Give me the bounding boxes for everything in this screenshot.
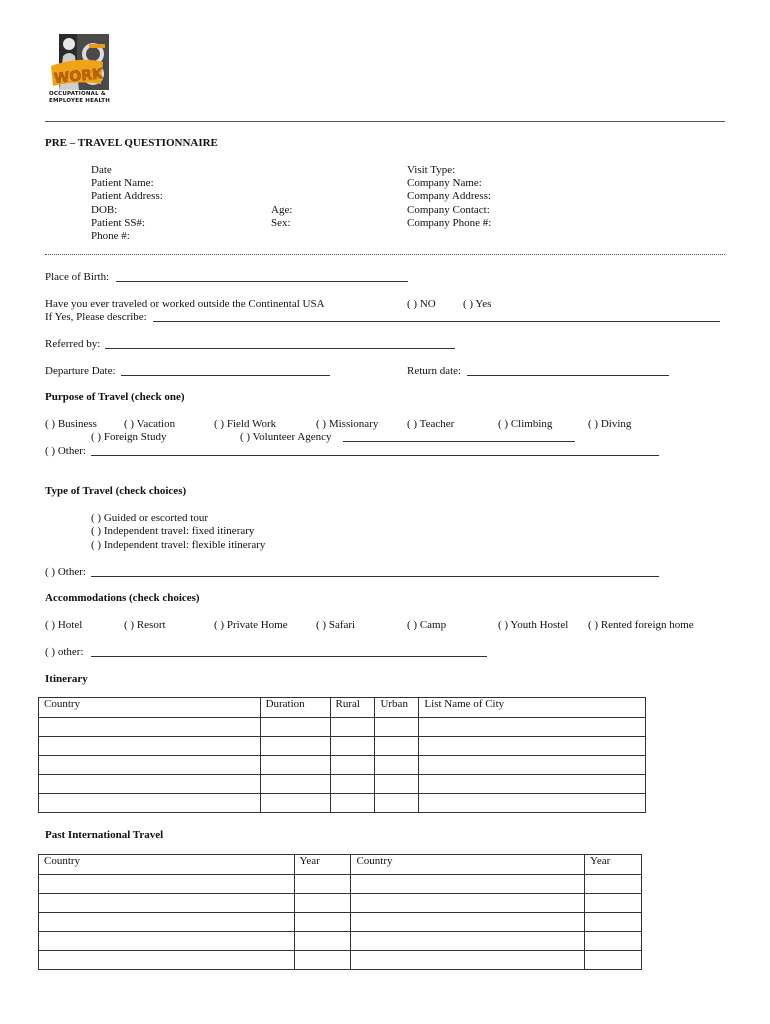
table-row[interactable]	[39, 737, 646, 756]
purpose-business-checkbox[interactable]: ( ) Business	[45, 418, 97, 430]
return-date-label: Return date:	[407, 365, 462, 377]
table-row[interactable]	[39, 775, 646, 794]
table-row[interactable]	[39, 951, 642, 970]
referred-by-field[interactable]	[105, 348, 455, 349]
itinerary-header-row	[39, 698, 646, 718]
purpose-foreign-study-checkbox[interactable]: ( ) Foreign Study	[91, 431, 167, 443]
past-col-country-1: Country	[39, 855, 295, 875]
table-row[interactable]	[39, 756, 646, 775]
type-heading: Type of Travel (check choices)	[45, 485, 187, 497]
visit-type-label: Visit Type:	[407, 164, 456, 176]
past-col-country-2: Country	[351, 855, 585, 875]
type-flexible-checkbox[interactable]: ( ) Independent travel: flexible itinerary	[91, 539, 266, 551]
past-travel-table	[38, 854, 642, 970]
type-guided-checkbox[interactable]: ( ) Guided or escorted tour	[91, 512, 208, 524]
acc-resort-checkbox[interactable]: ( ) Resort	[124, 619, 166, 631]
company-contact-label: Company Contact:	[407, 204, 490, 216]
logo-line-1: OCCUPATIONAL &	[49, 91, 106, 97]
sex-label: Sex:	[271, 217, 291, 229]
info-divider	[45, 254, 725, 255]
table-row[interactable]	[39, 913, 642, 932]
purpose-vacation-checkbox[interactable]: ( ) Vacation	[124, 418, 176, 430]
phone-label: Phone #:	[91, 230, 130, 242]
referred-by-label: Referred by:	[45, 338, 101, 350]
traveled-question: Have you ever traveled or worked outside the Continental USA	[45, 298, 325, 310]
past-travel-heading: Past International Travel	[45, 829, 164, 841]
patient-address-label: Patient Address:	[91, 190, 163, 202]
traveled-no-checkbox[interactable]: ( ) NO	[407, 298, 436, 310]
past-col-year-2: Year	[585, 855, 642, 875]
table-row[interactable]	[39, 718, 646, 737]
company-address-label: Company Address:	[407, 190, 492, 202]
purpose-other-field[interactable]	[91, 455, 659, 456]
patient-name-label: Patient Name:	[91, 177, 154, 189]
purpose-heading: Purpose of Travel (check one)	[45, 391, 185, 403]
company-name-label: Company Name:	[407, 177, 482, 189]
itinerary-heading: Itinerary	[45, 673, 88, 685]
past-header-row	[39, 855, 642, 875]
type-other-checkbox[interactable]: ( ) Other:	[45, 566, 86, 578]
logo-line-2: EMPLOYEE HEALTH	[49, 98, 111, 104]
header-divider	[45, 121, 725, 122]
itinerary-col-rural: Rural	[330, 698, 375, 718]
dob-label: DOB:	[91, 204, 118, 216]
purpose-climbing-checkbox[interactable]: ( ) Climbing	[498, 418, 553, 430]
logo-wordmark: WORK	[53, 66, 104, 88]
describe-field[interactable]	[153, 321, 720, 322]
purpose-missionary-checkbox[interactable]: ( ) Missionary	[316, 418, 379, 430]
acc-other-field[interactable]	[91, 656, 487, 657]
place-of-birth-label: Place of Birth:	[45, 271, 110, 283]
return-date-field[interactable]	[467, 375, 669, 376]
acc-youth-hostel-checkbox[interactable]: ( ) Youth Hostel	[498, 619, 569, 631]
date-label: Date	[91, 164, 112, 176]
table-row[interactable]	[39, 875, 642, 894]
describe-label: If Yes, Please describe:	[45, 311, 147, 323]
traveled-yes-checkbox[interactable]: ( ) Yes	[463, 298, 492, 310]
acc-other-checkbox[interactable]: ( ) other:	[45, 646, 84, 658]
table-row[interactable]	[39, 932, 642, 951]
itinerary-col-country: Country	[39, 698, 261, 718]
age-label: Age:	[271, 204, 293, 216]
departure-date-label: Departure Date:	[45, 365, 116, 377]
purpose-other-checkbox[interactable]: ( ) Other:	[45, 445, 86, 457]
past-col-year-1: Year	[294, 855, 351, 875]
purpose-teacher-checkbox[interactable]: ( ) Teacher	[407, 418, 455, 430]
itinerary-col-duration: Duration	[260, 698, 330, 718]
itinerary-table	[38, 697, 646, 813]
itinerary-col-urban: Urban	[375, 698, 419, 718]
itinerary-col-city: List Name of City	[419, 698, 646, 718]
accommodations-heading: Accommodations (check choices)	[45, 592, 200, 604]
acc-hotel-checkbox[interactable]: ( ) Hotel	[45, 619, 83, 631]
type-other-field[interactable]	[91, 576, 659, 577]
table-row[interactable]	[39, 894, 642, 913]
volunteer-agency-field[interactable]	[343, 441, 575, 442]
company-phone-label: Company Phone #:	[407, 217, 492, 229]
acc-camp-checkbox[interactable]: ( ) Camp	[407, 619, 447, 631]
place-of-birth-field[interactable]	[116, 281, 408, 282]
table-row[interactable]	[39, 794, 646, 813]
purpose-diving-checkbox[interactable]: ( ) Diving	[588, 418, 632, 430]
departure-date-field[interactable]	[121, 375, 330, 376]
type-fixed-checkbox[interactable]: ( ) Independent travel: fixed itinerary	[91, 525, 255, 537]
purpose-volunteer-checkbox[interactable]: ( ) Volunteer Agency	[240, 431, 332, 443]
acc-private-home-checkbox[interactable]: ( ) Private Home	[214, 619, 288, 631]
acc-safari-checkbox[interactable]: ( ) Safari	[316, 619, 356, 631]
acc-rented-checkbox[interactable]: ( ) Rented foreign home	[588, 619, 694, 631]
purpose-field-work-checkbox[interactable]: ( ) Field Work	[214, 418, 277, 430]
page-title: PRE – TRAVEL QUESTIONNAIRE	[45, 137, 218, 149]
patient-ss-label: Patient SS#:	[91, 217, 146, 229]
